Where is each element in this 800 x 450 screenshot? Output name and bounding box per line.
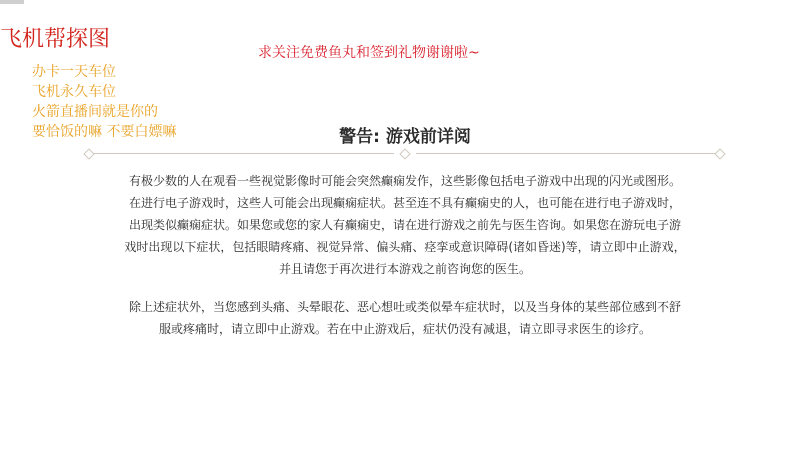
stream-note: 飞机永久车位 [32, 84, 116, 100]
warning-header [80, 116, 730, 160]
header-divider-left [92, 153, 394, 154]
divider-diamond-ornament [714, 148, 725, 159]
warning-line: 在进行电子游戏时，这些人可能会出现癫痫症状。甚至连不具有癫痫史的人，也可能在进行电子游戏时， [128, 196, 681, 210]
stream-overlay-title: 飞机帮探图 [0, 27, 111, 52]
warning-paragraph [80, 296, 730, 340]
warning-line: 戏时出现以下症状，包括眼睛疼痛、视觉异常、偏头痛、痉挛或意识障碍(诸如昏迷)等，请立即中止游戏， [124, 240, 686, 254]
warning-line: 有极少数的人在观看一些视觉影像时可能会突然癫痫发作，这些影像包括电子游戏中出现的闪光或图形。 [128, 174, 681, 188]
warning-line: 出现类似癫痫症状。如果您或您的家人有癫痫史，请在进行游戏之前先与医生咨询。如果您在游玩电子游 [128, 218, 681, 232]
header-divider-right [416, 153, 716, 154]
stream-note: 要恰饭的嘛 不要白嫖嘛 [32, 124, 177, 140]
warning-line: 并且请您于再次进行本游戏之前咨询您的医生。 [278, 262, 531, 276]
warning-title: 警告: 游戏前详阅 [339, 127, 471, 147]
overlay-corner-mark [0, 0, 24, 4]
warning-body [80, 170, 730, 340]
stream-note: 火箭直播间就是你的 [32, 104, 158, 120]
stream-promo-text: 求关注免费鱼丸和签到礼物谢谢啦~ [258, 45, 480, 61]
warning-line: 除上述症状外，当您感到头痛、头晕眼花、恶心想吐或类似晕车症状时，以及当身体的某些部位感到不舒 [128, 300, 681, 314]
divider-diamond-ornament [83, 148, 94, 159]
stream-note: 办卡一天车位 [32, 64, 116, 80]
warning-paragraph [80, 170, 730, 280]
divider-diamond-ornament [399, 148, 410, 159]
warning-line: 服或疼痛时，请立即中止游戏。若在中止游戏后，症状仍没有减退，请立即寻求医生的诊疗。 [158, 322, 651, 336]
